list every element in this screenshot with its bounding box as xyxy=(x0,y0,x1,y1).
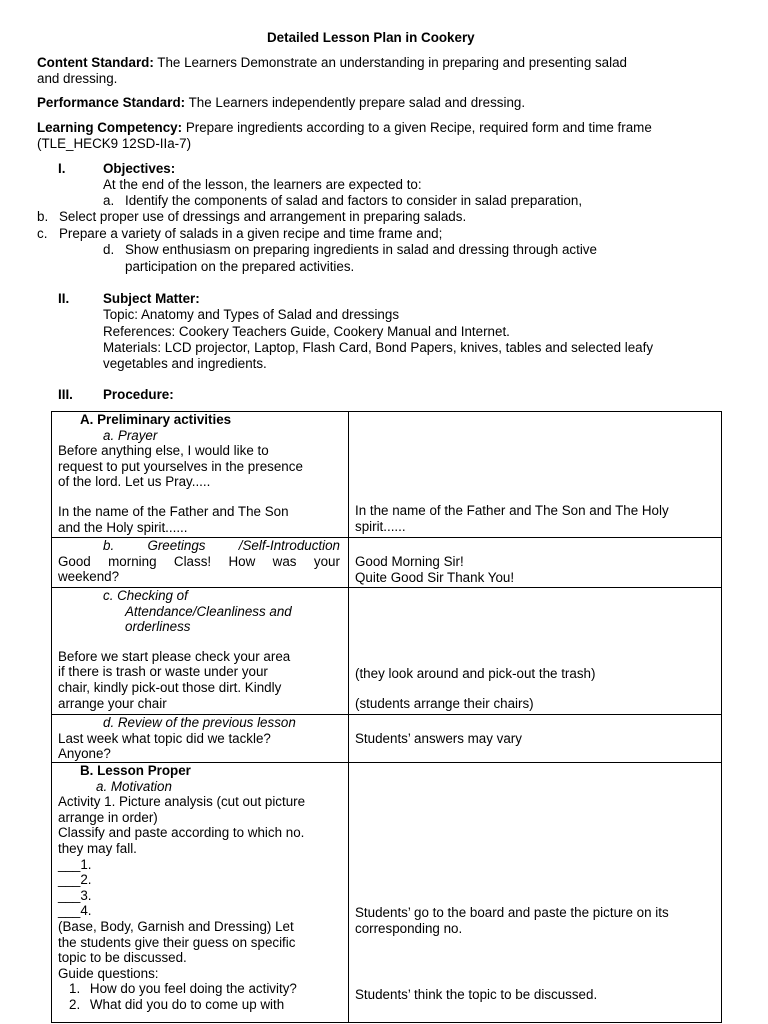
table-row xyxy=(52,763,722,1023)
teacher-cell xyxy=(52,715,349,763)
teacher-line: topic to be discussed. xyxy=(58,950,187,966)
teacher-line: Anyone? xyxy=(58,746,111,762)
question-number: 1. xyxy=(69,981,81,997)
guide-question xyxy=(58,997,348,1013)
prayer-subheading: a. Prayer xyxy=(103,427,158,443)
teacher-line: Before we start please check your area xyxy=(58,648,291,664)
content-standard-text: The Learners Demonstrate an understanding in preparing and presenting salad xyxy=(157,55,627,70)
objective-b-text: Select proper use of dressings and arrangement in preparing salads. xyxy=(59,209,467,224)
word: your xyxy=(313,553,340,569)
word: was xyxy=(272,553,297,569)
student-line: (students arrange their chairs) xyxy=(355,695,534,711)
student-line: (they look around and pick-out the trash) xyxy=(355,666,596,681)
subject-references: References: Cookery Teachers Guide, Cookery Manual and Internet. xyxy=(103,324,510,339)
content-standard-text-cont: and dressing. xyxy=(37,71,118,86)
objective-a-text: Identify the components of salad and factors to consider in salad preparation, xyxy=(125,193,583,208)
teacher-line: Before anything else, I would like to xyxy=(58,443,269,459)
self-introduction-label: /Self-Introduction xyxy=(238,538,340,553)
teacher-cell xyxy=(52,588,349,715)
procedure-number: III. xyxy=(58,387,73,402)
lesson-proper-heading: B. Lesson Proper xyxy=(80,763,191,778)
teacher-line: Last week what topic did we tackle? xyxy=(58,730,271,746)
guide-questions-label: Guide questions: xyxy=(58,965,159,981)
teacher-line: (Base, Body, Garnish and Dressing) Let xyxy=(58,918,294,934)
table-row xyxy=(52,412,722,538)
objectives-number: I. xyxy=(58,161,66,176)
teacher-line: and the Holy spirit...... xyxy=(58,519,188,535)
student-line: Students’ think the topic to be discussed. xyxy=(355,987,598,1003)
learning-competency xyxy=(37,120,652,136)
subject-topic: Topic: Anatomy and Types of Salad and dressings xyxy=(103,307,400,322)
student-cell xyxy=(349,538,722,588)
table-row xyxy=(52,588,722,715)
teacher-line: the students give their guess on specific xyxy=(58,934,296,950)
objective-c-text: Prepare a variety of salads in a given recipe and time frame and; xyxy=(59,226,443,241)
performance-standard-text: The Learners independently prepare salad and dressing. xyxy=(188,95,526,110)
teacher-cell xyxy=(52,538,349,588)
content-standard xyxy=(37,55,627,71)
student-cell xyxy=(349,412,722,538)
preliminary-heading: A. Preliminary activities xyxy=(80,412,232,427)
performance-standard xyxy=(37,95,525,111)
teacher-line: Activity 1. Picture analysis (cut out picture xyxy=(58,794,306,810)
attendance-subheading: Attendance/Cleanliness and xyxy=(125,603,292,619)
teacher-cell xyxy=(52,412,349,538)
teacher-line: of the lord. Let us Pray..... xyxy=(58,474,211,490)
guide-question xyxy=(58,981,348,997)
learning-competency-text: Prepare ingredients according to a given Recipe, required form and time frame xyxy=(185,120,652,135)
teacher-line: request to put yourselves in the presence xyxy=(58,458,303,474)
teacher-line: arrange your chair xyxy=(58,695,167,711)
teacher-line: In the name of the Father and The Son xyxy=(58,503,289,519)
student-line: Students’ go to the board and paste the picture on its xyxy=(355,905,669,920)
greetings-subheading xyxy=(58,538,348,554)
attendance-subheading: orderliness xyxy=(125,619,191,635)
student-line: corresponding no. xyxy=(355,920,463,936)
student-line: spirit...... xyxy=(355,518,406,534)
student-line: Good Morning Sir! xyxy=(355,554,464,569)
objective-d-marker: d. xyxy=(103,242,115,257)
word: Good xyxy=(58,553,91,569)
greetings-label: Greetings xyxy=(147,538,206,553)
objective-b-marker: b. xyxy=(37,209,49,224)
table-row xyxy=(52,538,722,588)
student-cell xyxy=(349,588,722,715)
motivation-subheading: a. Motivation xyxy=(96,778,172,794)
attendance-subheading: c. Checking of xyxy=(103,588,188,603)
objective-c-marker: c. xyxy=(37,226,48,241)
question-text: What did you do to come up with xyxy=(89,996,285,1012)
student-cell xyxy=(349,715,722,763)
subject-matter-number: II. xyxy=(58,291,70,306)
student-cell xyxy=(349,763,722,1023)
teacher-line: if there is trash or waste under your xyxy=(58,664,268,680)
performance-standard-label: Performance Standard: xyxy=(37,95,186,110)
learning-competency-label: Learning Competency: xyxy=(37,120,183,135)
objective-d-text-cont: participation on the prepared activities. xyxy=(125,259,355,274)
word: morning xyxy=(108,553,157,569)
teacher-line: weekend? xyxy=(58,569,120,585)
teacher-line: chair, kindly pick-out those dirt. Kindly xyxy=(58,679,282,695)
teacher-line: Classify and paste according to which no. xyxy=(58,825,305,841)
question-number: 2. xyxy=(69,996,81,1012)
objectives-intro: At the end of the lesson, the learners are expected to: xyxy=(103,177,422,192)
procedure-table xyxy=(51,411,722,1023)
blank-item: ___4. xyxy=(58,903,92,919)
teacher-cell xyxy=(52,763,349,1023)
blank-item: ___1. xyxy=(58,856,92,872)
question-text: How do you feel doing the activity? xyxy=(89,981,297,997)
word: Class! xyxy=(173,553,212,569)
procedure-heading: Procedure: xyxy=(103,387,174,402)
subject-materials-cont: vegetables and ingredients. xyxy=(103,356,267,371)
content-standard-label: Content Standard: xyxy=(37,55,154,70)
teacher-line: they may fall. xyxy=(58,840,137,856)
blank-item: ___3. xyxy=(58,887,92,903)
review-subheading: d. Review of the previous lesson xyxy=(103,715,296,730)
greetings-marker: b. xyxy=(103,538,115,553)
greetings-line xyxy=(58,554,348,570)
objective-a-marker: a. xyxy=(103,193,115,208)
student-line: Students’ answers may vary xyxy=(355,731,522,746)
subject-materials: Materials: LCD projector, Laptop, Flash Card, Bond Papers, knives, tables and selected leafy xyxy=(103,340,654,355)
objectives-heading: Objectives: xyxy=(103,161,176,176)
student-line: Quite Good Sir Thank You! xyxy=(355,569,515,585)
subject-matter-heading: Subject Matter: xyxy=(103,291,200,306)
objective-d-text: Show enthusiasm on preparing ingredients in salad and dressing through active xyxy=(125,242,597,257)
page-title: Detailed Lesson Plan in Cookery xyxy=(267,30,475,45)
word: How xyxy=(228,553,256,569)
table-row xyxy=(52,715,722,763)
student-line: In the name of the Father and The Son and The Holy xyxy=(355,503,669,518)
teacher-line: arrange in order) xyxy=(58,809,158,825)
learning-competency-code: (TLE_HECK9 12SD-IIa-7) xyxy=(37,136,192,151)
blank-item: ___2. xyxy=(58,872,92,888)
